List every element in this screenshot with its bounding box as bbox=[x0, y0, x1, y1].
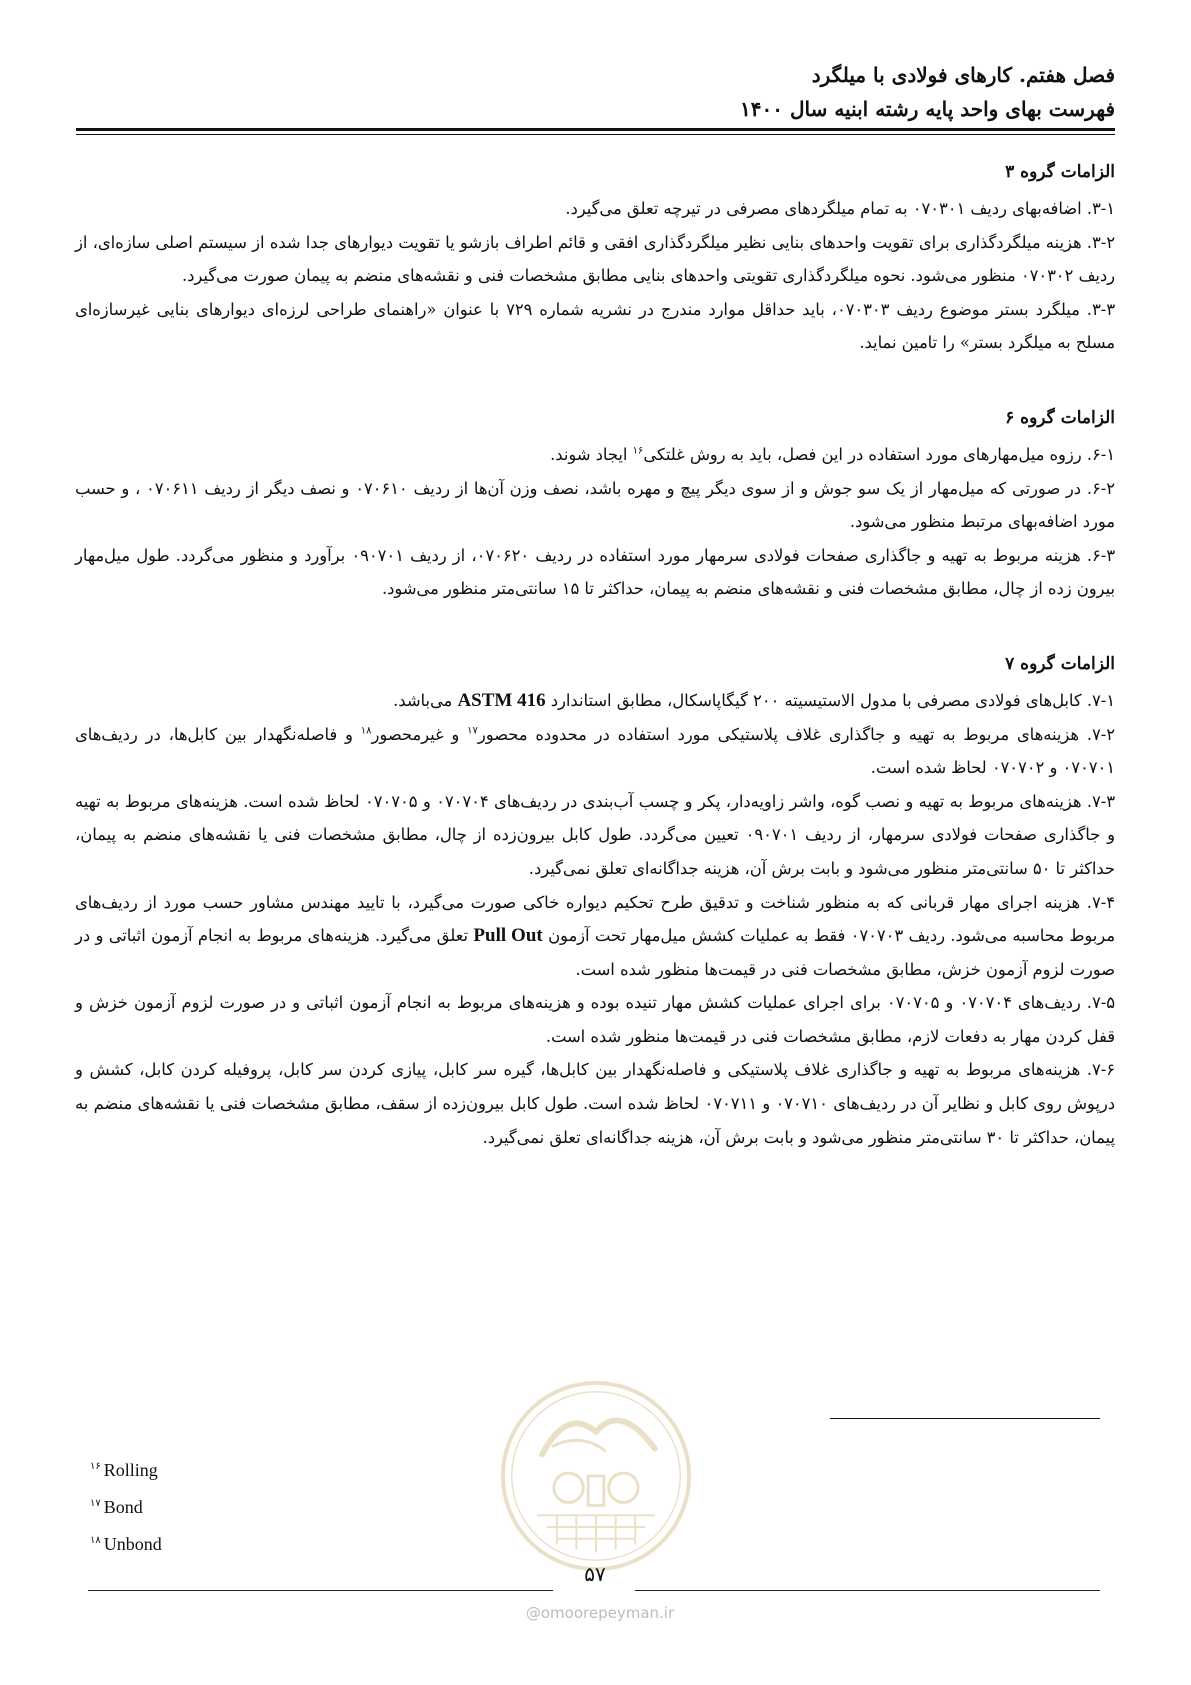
paragraph: ۷-۳. هزینه‌های مربوط به تهیه و نصب گوه، واشر زاویه‌دار، پکر و چسب آب‌بندی در ردیف‌های ۰۷۰۷۰۴ و ۰۷۰۷۰۵ لحاظ شده است. هزینه‌های مربوط به تهیه و جاگذاری صفحات فولادی سرمهار، از ردیف ۰۹۰۷۰۱ تعیین می‌گردد. طول کابل بیرون‌زده از چال، مطابق مشخصات فنی یا نقشه‌های منضم به پیمان، حداکثر تا ۵۰ سانتی‌متر منظور می‌شود و بابت برش آن، هزینه جداگانه‌ای تعلق نمی‌گیرد. bbox=[75, 791, 1116, 878]
footnote-item bbox=[90, 1524, 162, 1561]
footnote-ref: ۱۸ bbox=[360, 725, 372, 737]
bottom-rule-left bbox=[88, 1590, 553, 1591]
paragraph bbox=[75, 886, 1115, 987]
paragraph bbox=[75, 718, 1115, 785]
text-run: ۷-۱. کابل‌های فولادی مصرفی با مدول الاستیسیته ۲۰۰ گیگاپاسکال، مطابق استاندارد bbox=[550, 690, 1115, 710]
text-run: تعلق می‌گیرد. هزینه‌های مربوط به انجام آزمون اثباتی و در صورت لزوم آزمون خزش، مطابق مشخصات فنی در قیمت‌ها منظور شده است. bbox=[75, 926, 1115, 979]
section-group-7 bbox=[75, 650, 1115, 1154]
document-subtitle: فهرست بهای واحد پایه رشته ابنیه سال ۱۴۰۰ bbox=[740, 97, 1115, 121]
paragraph bbox=[75, 684, 1115, 718]
text-run: ایجاد شوند. bbox=[550, 444, 633, 464]
section-group-6 bbox=[75, 404, 1115, 606]
footnote-item bbox=[90, 1450, 162, 1487]
text-run: می‌باشد. bbox=[393, 690, 458, 710]
footnote-text: Bond bbox=[103, 1497, 143, 1517]
footnote-item bbox=[90, 1487, 162, 1524]
header-rule-thin bbox=[76, 134, 1115, 135]
section-group-3 bbox=[75, 158, 1115, 360]
footnote-text: Rolling bbox=[103, 1460, 158, 1480]
text-run: ۷-۲. هزینه‌های مربوط به تهیه و جاگذاری غلاف پلاستیکی مورد استفاده در محدوده محصور bbox=[477, 724, 1115, 744]
footnote-separator bbox=[830, 1418, 1100, 1419]
footnotes bbox=[90, 1450, 162, 1561]
text-run: ۶-۱. رزوه میل‌مهارهای مورد استفاده در این فصل، باید به روش غلتکی bbox=[643, 444, 1115, 464]
page-header bbox=[75, 58, 1115, 126]
chapter-title: فصل هفتم. کارهای فولادی با میلگرد bbox=[811, 63, 1115, 87]
text-run: و فاصله‌نگهدار بین کابل‌ها، در ردیف‌های ۰۷۰۷۰۱ و ۰۷۰۷۰۲ لحاظ شده است. bbox=[75, 724, 1115, 778]
text-run: ۷-۴. هزینه اجرای مهار قربانی که به منظور شناخت و تدقیق طرح تحکیم دیواره خاکی صورت می‌گیرد، با تایید مهندس مشاور حسب مورد از ردیف‌های مربوط محاسبه می‌شود. ردیف ۰۷۰۷۰۳ فقط به عملیات کشش میل‌مهار تحت آزمون bbox=[75, 892, 1115, 946]
paragraph: ۶-۲. در صورتی که میل‌مهار از یک سو جوش و از سوی دیگر پیچ و مهره باشد، نصف وزن آن‌ها از ردیف ۰۷۰۶۱۰ و نصف دیگر از ردیف ۰۷۰۶۱۱ ، و حسب مورد اضافه‌بهای مرتبط منظور می‌شود. bbox=[75, 478, 1115, 532]
footnote-number: ۱۷ bbox=[90, 1498, 101, 1509]
footnote-number: ۱۸ bbox=[90, 1535, 101, 1546]
footnote-ref: ۱۶ bbox=[632, 445, 644, 457]
text-run: و غیرمحصور bbox=[371, 724, 468, 744]
paragraph: ۳-۱. اضافه‌بهای ردیف ۰۷۰۳۰۱ به تمام میلگردهای مصرفی در تیرچه تعلق می‌گیرد. bbox=[565, 199, 1115, 218]
section-title: الزامات گروه ۳ bbox=[1005, 162, 1115, 182]
paragraph: ۷-۶. هزینه‌های مربوط به تهیه و جاگذاری غلاف پلاستیکی و فاصله‌نگهدار بین کابل‌ها، گیره سر کابل، پیازی کردن سر کابل، پروفیله کردن کابل، کشش و درپوش روی کابل و نظایر آن در ردیف‌های ۰۷۰۷۱۰ و ۰۷۰۷۱۱ لحاظ شده است. طول کابل بیرون‌زده از سقف، مطابق مشخصات فنی یا نقشه‌های منضم به پیمان، حداکثر تا ۳۰ سانتی‌متر منظور می‌شود و بابت برش آن، هزینه جداگانه‌ای تعلق نمی‌گیرد. bbox=[75, 1060, 1115, 1147]
body-content bbox=[75, 158, 1115, 1198]
section-title: الزامات گروه ۷ bbox=[1005, 653, 1115, 674]
paragraph: ۳-۳. میلگرد بستر موضوع ردیف ۰۷۰۳۰۳، باید حداقل موارد مندرج در نشریه شماره ۷۲۹ با عنوان «راهنمای طراحی لرزه‌ای دیوارهای بنایی غیرسازه‌ای مسلح به میلگرد بستر» را تامین نماید. bbox=[75, 299, 1115, 353]
footnote-number: ۱۶ bbox=[90, 1461, 101, 1472]
page-number: ۵۷ bbox=[584, 1562, 606, 1586]
publisher-seal-logo bbox=[498, 1378, 694, 1574]
paragraph: ۳-۲. هزینه میلگردگذاری برای تقویت واحدهای بنایی نظیر میلگردگذاری افقی و قائم اطراف بازشو یا تقویت دیوارهای جدا شده از سیستم اصلی سازه‌ای، از ردیف ۰۷۰۳۰۲ منظور می‌شود. نحوه میلگردگذاری تقویتی واحدهای بنایی مطابق مشخصات فنی و نقشه‌های منضم به پیمان صورت می‌گیرد. bbox=[75, 232, 1115, 286]
footnote-ref: ۱۷ bbox=[467, 725, 478, 737]
paragraph: ۷-۵. ردیف‌های ۰۷۰۷۰۴ و ۰۷۰۷۰۵ برای اجرای عملیات کشش مهار تنیده بوده و هزینه‌های مربوط به انجام آزمون اثباتی و در صورت لزوم آزمون خزش و قفل کردن مهار به دفعات لازم، مطابق مشخصات فنی در قیمت‌ها منظور شده است. bbox=[75, 993, 1115, 1046]
paragraph: ۶-۳. هزینه مربوط به تهیه و جاگذاری صفحات فولادی سرمهار مورد استفاده در ردیف ۰۷۰۶۲۰، از ردیف ۰۹۰۷۰۱ برآورد و منظور می‌گردد. طول میل‌مهار بیرون زده از چال، مطابق مشخصات فنی و نقشه‌های منضم به پیمان، حداکثر تا ۱۵ سانتی‌متر منظور می‌شود. bbox=[75, 545, 1115, 599]
paragraph bbox=[75, 438, 1115, 472]
footnote-text: Unbond bbox=[103, 1534, 162, 1554]
header-rule-thick bbox=[76, 128, 1115, 131]
standard-code: ASTM 416 bbox=[457, 689, 546, 711]
test-name: Pull Out bbox=[473, 925, 543, 947]
section-title: الزامات گروه ۶ bbox=[1005, 407, 1115, 428]
watermark-text: @omoorepeyman.ir bbox=[525, 1604, 675, 1622]
bottom-rule-right bbox=[635, 1590, 1100, 1591]
